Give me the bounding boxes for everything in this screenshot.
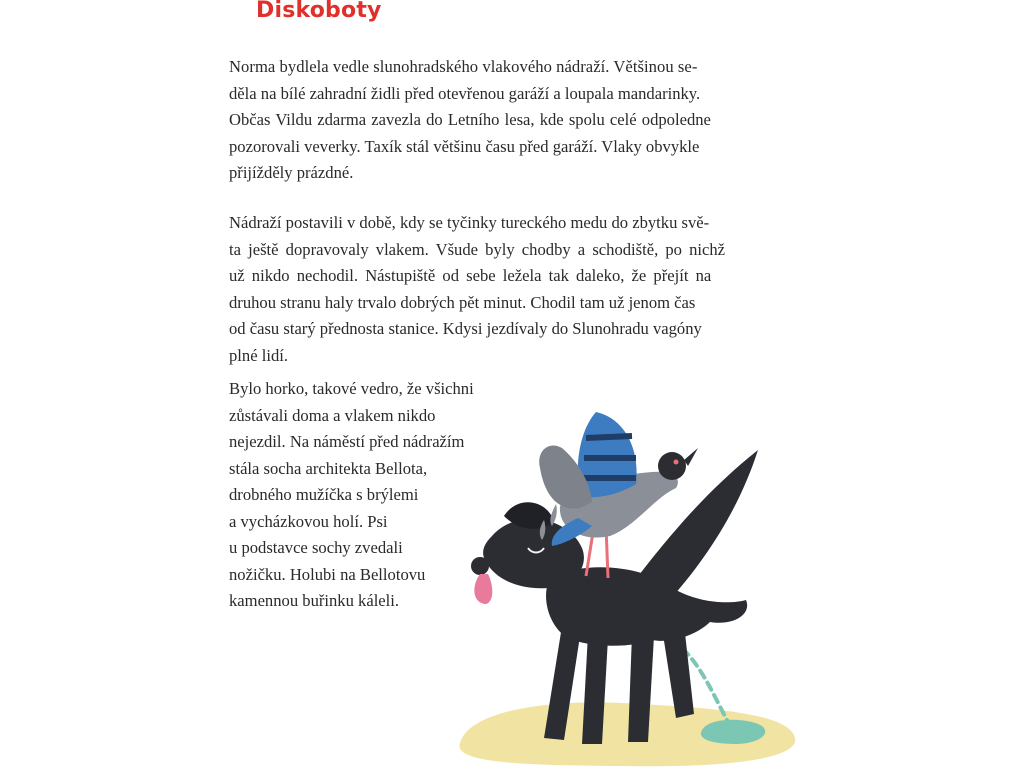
pigeon-beak (684, 448, 698, 466)
text-line: pozorovali veverky. Taxík stál většinu času před garáží. Vlaky obvykle (229, 136, 700, 156)
text-line: Nádraží postavili v době, kdy se tyčinky tureckého medu do zbytku svě- (229, 213, 710, 232)
text-line: plné lidí. (229, 345, 288, 365)
paragraph-1 (229, 54, 752, 187)
text-line: druhou stranu haly trvalo dobrých pět minut. Chodil tam už jenom čas (229, 292, 696, 312)
dog-snout (471, 557, 489, 575)
puddle (701, 720, 765, 744)
text-line: a vycházkovou holí. Psi (229, 511, 388, 531)
dog-and-pigeon-illustration (440, 408, 810, 768)
pigeon-eye (674, 460, 679, 465)
page-title: Diskoboty (256, 0, 382, 23)
text-line: nejezdil. Na náměstí před nádražím (229, 432, 465, 451)
paragraph-2 (229, 210, 752, 369)
dog-tongue (474, 574, 492, 604)
text-line: u podstavce sochy zvedali (229, 538, 403, 557)
text-line: přijížděly prázdné. (229, 163, 354, 182)
text-line: zůstávali doma a vlakem nikdo (229, 405, 436, 425)
text-line: nožičku. Holubi na Bellotovu (229, 564, 426, 584)
text-line: Občas Vildu zdarma zavezla do Letního lesa, kde spolu celé odpoledne (229, 110, 711, 129)
pigeon-head (658, 452, 686, 480)
dog-leg (662, 624, 694, 718)
text-line: Norma bydlela vedle slunohradského vlakového nádraží. Většinou se- (229, 57, 698, 76)
text-line: od času starý přednosta stanice. Kdysi jezdívaly do Slunohradu vagóny (229, 319, 702, 338)
text-line: ta ještě dopravovaly vlakem. Všude byly chodby a schodiště, po nichž (229, 239, 726, 259)
text-line: stála socha architekta Bellota, (229, 458, 428, 478)
text-line: kamennou buřinku káleli. (229, 591, 400, 610)
text-line: drobného mužíčka s brýlemi (229, 485, 419, 504)
text-line: už nikdo nechodil. Nástupiště od sebe ležela tak daleko, že přejít na (229, 266, 712, 285)
text-line: děla na bílé zahradní židli před otevřenou garáží a loupala mandarinky. (229, 83, 701, 103)
text-line: Bylo horko, takové vedro, že všichni (229, 379, 474, 398)
